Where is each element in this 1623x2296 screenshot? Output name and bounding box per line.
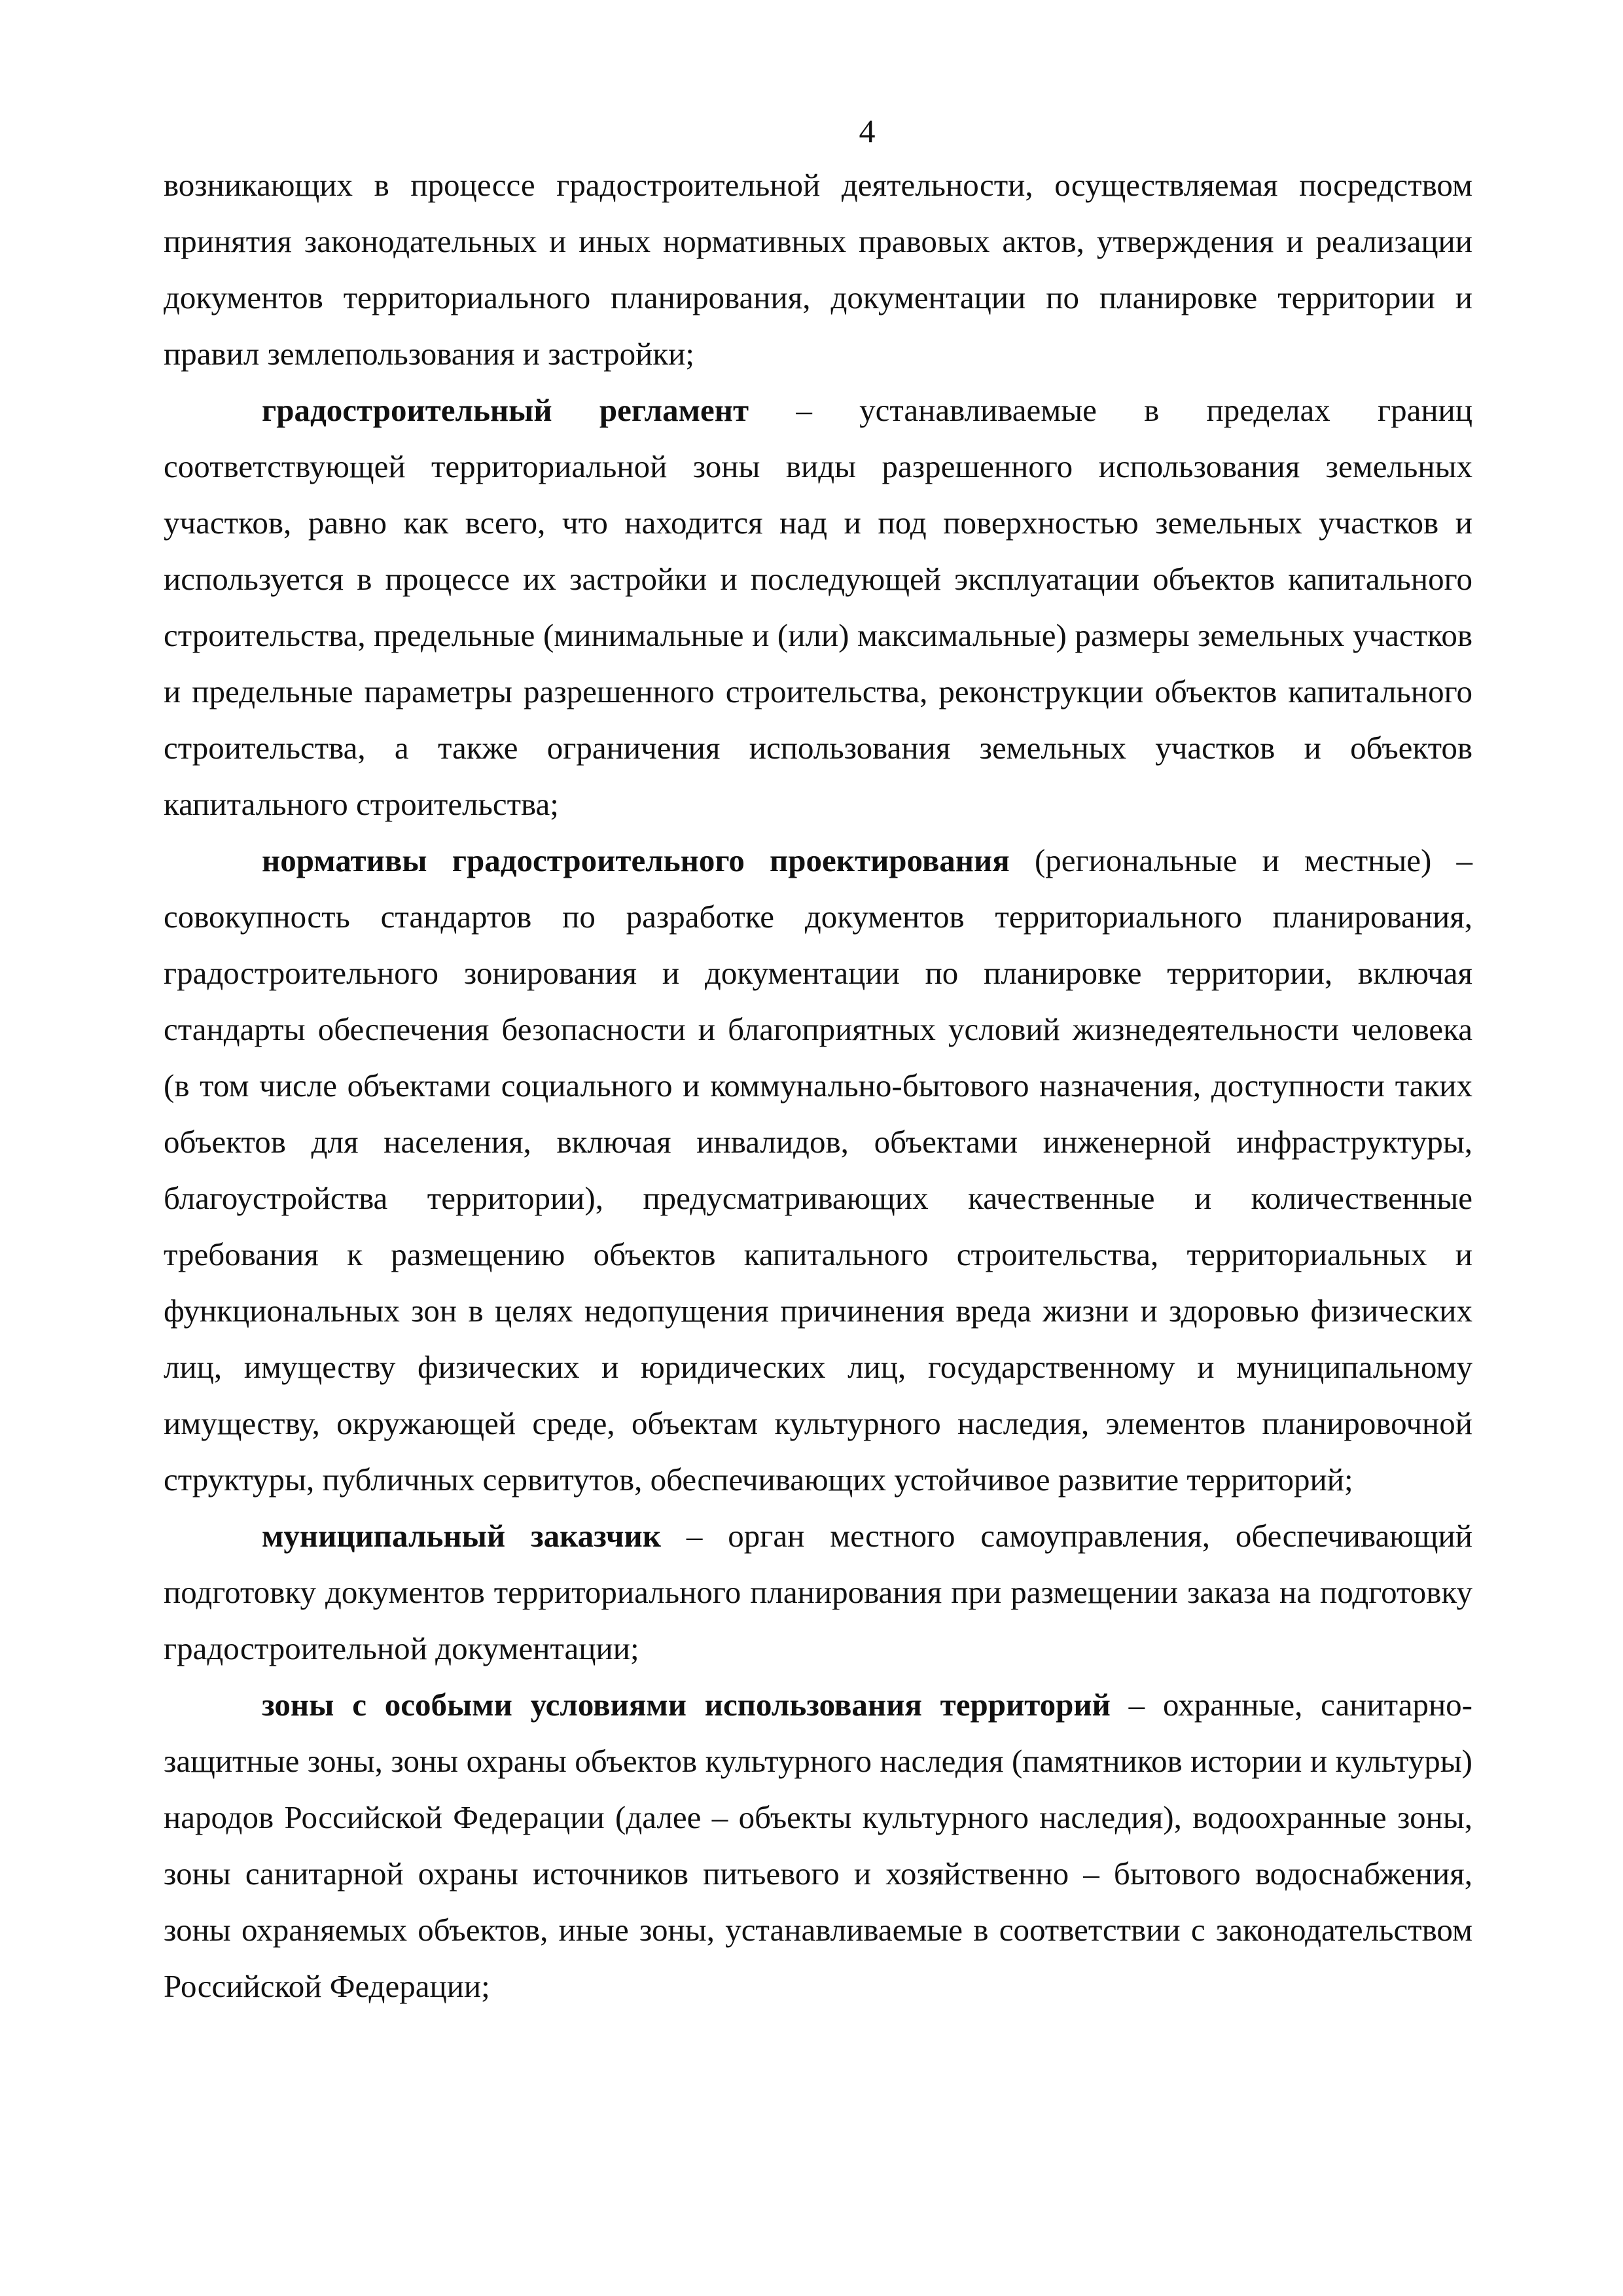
definition-term: градостроительный регламент	[262, 392, 749, 428]
definition-text: – орган местного самоуправления, обеспечивающий подготовку документов территориального планирования при размещении заказа на подготовку градостроительной документации;	[164, 1518, 1472, 1666]
definition-paragraph	[164, 1508, 1472, 1677]
definition-paragraph	[164, 833, 1472, 1508]
definition-term: муниципальный заказчик	[262, 1518, 661, 1554]
definition-term: зоны с особыми условиями использования территорий	[262, 1687, 1111, 1723]
definition-term: нормативы градостроительного проектирования	[262, 842, 1010, 878]
page-number: 4	[859, 113, 876, 149]
paragraph-text: возникающих в процессе градостроительной деятельности, осуществляемая посредством принятия законодательных и иных нормативных правовых актов, утверждения и реализации документов территориального планирования, документации по планировке территории и правил землепользования и застройки;	[164, 167, 1472, 372]
definition-text: – устанавливаемые в пределах границ соответствующей территориальной зоны виды разрешенного использования земельных участков, равно как всего, что находится над и под поверхностью земельных участков и используется в процессе их застройки и последующей эксплуатации объектов капитального строительства, предельные (минимальные и (или) максимальные) размеры земельных участков и предельные параметры разрешенного строительства, реконструкции объектов капитального строительства, а также ограничения использования земельных участков и объектов капитального строительства;	[164, 392, 1473, 822]
paragraph-continuation	[164, 157, 1472, 382]
definition-text: (региональные и местные) – совокупность стандартов по разработке документов территориального планирования, градостроительного зонирования и документации по планировке территории, включая стандарты обеспечения безопасности и благоприятных условий жизнедеятельности человека (в том числе объектами социального и коммунально-бытового назначения, доступности таких объектов для населения, включая инвалидов, объектами инженерной инфраструктуры, благоустройства территории), предусматривающих качественные и количественные требования к размещению объектов капитального строительства, территориальных и функциональных зон в целях недопущения причинения вреда жизни и здоровью физических лиц, имуществу физических и юридических лиц, государственному и муниципальному имуществу, окружающей среде, объектам культурного наследия, элементов планировочной структуры, публичных сервитутов, обеспечивающих устойчивое развитие территорий;	[164, 842, 1472, 1498]
document-body	[164, 157, 1472, 2015]
definition-paragraph	[164, 382, 1472, 833]
definition-paragraph	[164, 1677, 1472, 2015]
definition-text: – охранные, санитарно-защитные зоны, зоны охраны объектов культурного наследия (памятников истории и культуры) народов Российской Федерации (далее – объекты культурного наследия), водоохранные зоны, зоны санитарной охраны источников питьевого и хозяйственно – бытового водоснабжения, зоны охраняемых объектов, иные зоны, устанавливаемые в соответствии с законодательством Российской Федерации;	[164, 1687, 1472, 2004]
